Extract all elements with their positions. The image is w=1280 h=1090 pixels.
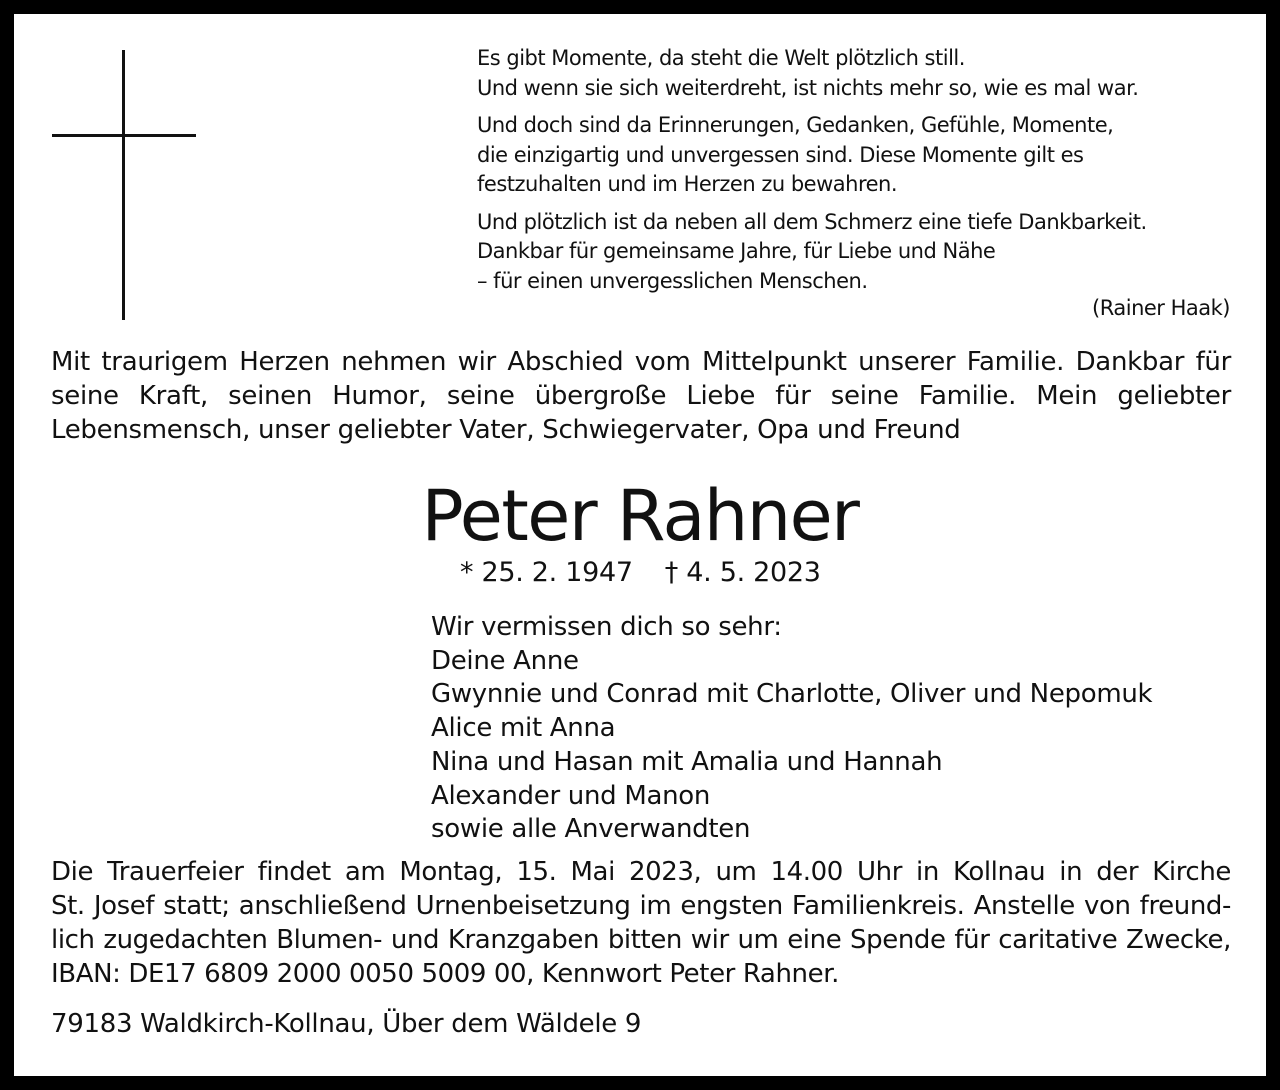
family-address: 79183 Waldkirch-Kollnau, Über dem Wäldele 9 [51, 1009, 642, 1039]
poem-line: Es gibt Momente, da steht die Welt plötzlich still. [477, 46, 965, 70]
mourners-line: Nina und Hasan mit Amalia und Hannah [431, 746, 943, 777]
life-dates [460, 557, 821, 588]
funeral-line: lich zugedachten Blumen- und Kranzgaben bitten wir um eine Spende für caritative Zwecke, [51, 925, 1231, 955]
poem-stanza [477, 44, 1237, 103]
funeral-line: Die Trauerfeier findet am Montag, 15. Mai 2023, um 14.00 Uhr in Kollnau in der Kirche [51, 857, 1231, 887]
cross-vertical-beam [122, 50, 125, 320]
poem-line: Und wenn sie sich weiterdreht, ist nichts mehr so, wie es mal war. [477, 75, 1139, 100]
mourners-line: sowie alle Anverwandten [431, 814, 751, 845]
mourners-line: Alexander und Manon [431, 780, 711, 811]
poem-line: festzuhalten und im Herzen zu bewahren. [477, 172, 898, 196]
poem [477, 44, 1237, 304]
funeral-line: St. Josef statt; anschließend Urnenbeisetzung im engsten Familienkreis. Anstelle von freund- [51, 891, 1231, 921]
mourners-line: Gwynnie und Conrad mit Charlotte, Oliver und Nepomuk [431, 679, 1153, 710]
mourners-line: Alice mit Anna [431, 713, 616, 744]
death-date: † 4. 5. 2023 [664, 557, 821, 588]
poem-line: Und plötzlich ist da neben all dem Schmerz eine tiefe Dankbarkeit. [477, 209, 1147, 234]
poem-stanza [477, 111, 1237, 200]
intro-line: seine Kraft, seinen Humor, seine übergroße Liebe für seine Familie. Mein geliebter [51, 381, 1231, 411]
obituary-notice [14, 14, 1266, 1076]
funeral-details [51, 855, 1231, 991]
funeral-line: IBAN: DE17 6809 2000 0050 5009 00, Kennwort Peter Rahner. [51, 959, 839, 989]
intro-line: Lebensmensch, unser geliebter Vater, Schwiegervater, Opa und Freund [51, 415, 961, 445]
poem-line: die einzigartig und unvergessen sind. Diese Momente gilt es [477, 142, 1084, 167]
mourners-list [431, 611, 1152, 847]
birth-date: * 25. 2. 1947 [460, 557, 633, 588]
intro-text [51, 345, 1231, 447]
poem-stanza [477, 208, 1237, 297]
mourners-line: Wir vermissen dich so sehr: [431, 612, 782, 642]
poem-line: Und doch sind da Erinnerungen, Gedanken, Gefühle, Momente, [477, 113, 1114, 137]
cross-horizontal-beam [52, 134, 196, 137]
poem-line: – für einen unvergesslichen Menschen. [477, 268, 868, 293]
deceased-name: Peter Rahner [421, 475, 859, 557]
intro-line: Mit traurigem Herzen nehmen wir Abschied vom Mittelpunkt unserer Familie. Dankbar für [51, 347, 1231, 377]
mourners-line: Deine Anne [431, 645, 579, 676]
poem-line: Dankbar für gemeinsame Jahre, für Liebe und Nähe [477, 239, 996, 263]
poem-author: (Rainer Haak) [1092, 296, 1230, 320]
